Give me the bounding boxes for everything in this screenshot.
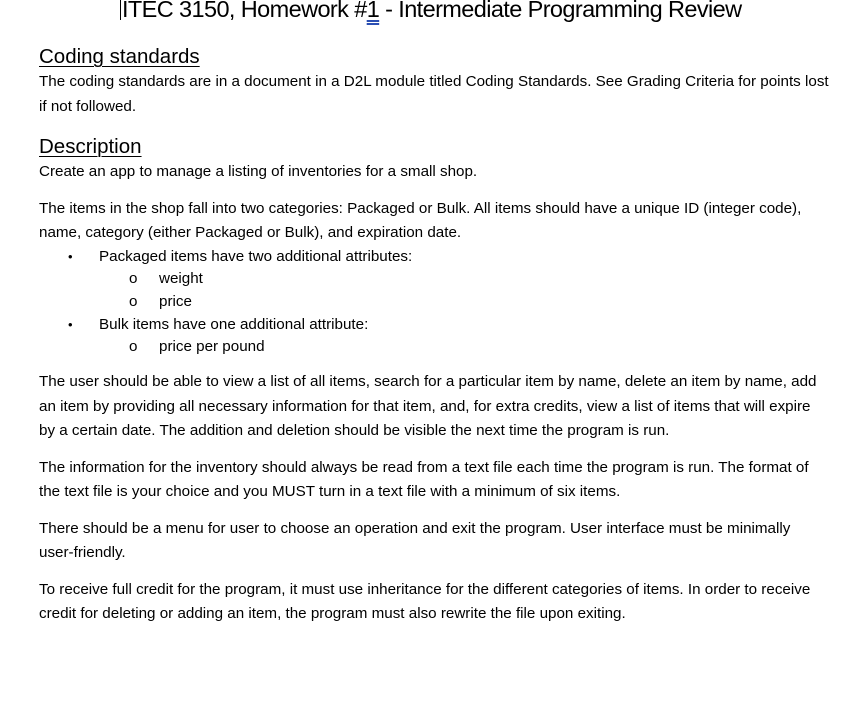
- credit-paragraph: To receive full credit for the program, it must use inheritance for the different categories of items. In order to receive credit for deleting or adding an item, the program must also rewrite the file upon exiting.: [39, 580, 811, 623]
- circle-bullet-icon: o: [129, 270, 138, 288]
- description-heading: Description: [39, 135, 142, 158]
- text-cursor: [120, 0, 121, 20]
- sub-item-label: price: [159, 292, 192, 310]
- list-item-bulk: [39, 314, 829, 359]
- coding-standards-heading: Coding standards: [39, 45, 200, 68]
- attributes-list: [39, 246, 829, 360]
- sub-item-label: weight: [159, 270, 203, 288]
- circle-bullet-icon: o: [129, 338, 138, 356]
- user-operations-paragraph: The user should be able to view a list of all items, search for a particular item by name, delete an item by name, add an item by providing all necessary information for that item, and, for extra credits, view a list of items that will expire by a certain date. The addition and deletion should be visible the next time the program is run.: [39, 373, 817, 440]
- document-title: [120, 0, 741, 24]
- bulk-sublist: [99, 336, 829, 359]
- sub-list-item: [99, 336, 829, 359]
- sub-item-label: price per pound: [159, 338, 265, 356]
- packaged-sublist: [99, 268, 829, 313]
- document-body: [39, 44, 829, 627]
- coding-standards-text: The coding standards are in a document in a D2L module titled Coding Standards. See Grading Criteria for points lost if not followed.: [39, 73, 829, 115]
- list-item-label: Bulk items have one additional attribute:: [99, 315, 369, 333]
- description-intro: Create an app to manage a listing of inventories for a small shop.: [39, 163, 478, 180]
- title-part-3: - Intermediate Programming Review: [379, 0, 742, 22]
- categories-paragraph: The items in the shop fall into two categories: Packaged or Bulk. All items should have a unique ID (integer code), name, category (either Packaged or Bulk), and expiration date.: [39, 199, 802, 241]
- menu-paragraph: There should be a menu for user to choose an operation and exit the program. User interface must be minimally user-friendly.: [39, 519, 791, 562]
- list-item-packaged: [39, 246, 829, 314]
- file-paragraph: The information for the inventory should always be read from a text file each time the program is run. The format of the text file is your choice and you MUST turn in a text file with a minimum of six items.: [39, 458, 809, 501]
- sub-list-item: [99, 291, 829, 314]
- bullet-icon: •: [68, 248, 73, 264]
- list-item-label: Packaged items have two additional attributes:: [99, 247, 413, 265]
- title-number: 1: [366, 0, 380, 22]
- title-part-1: ITEC 3150, Homework #: [122, 0, 367, 22]
- sub-list-item: [99, 268, 829, 291]
- circle-bullet-icon: o: [129, 292, 138, 310]
- bullet-icon: •: [68, 316, 73, 332]
